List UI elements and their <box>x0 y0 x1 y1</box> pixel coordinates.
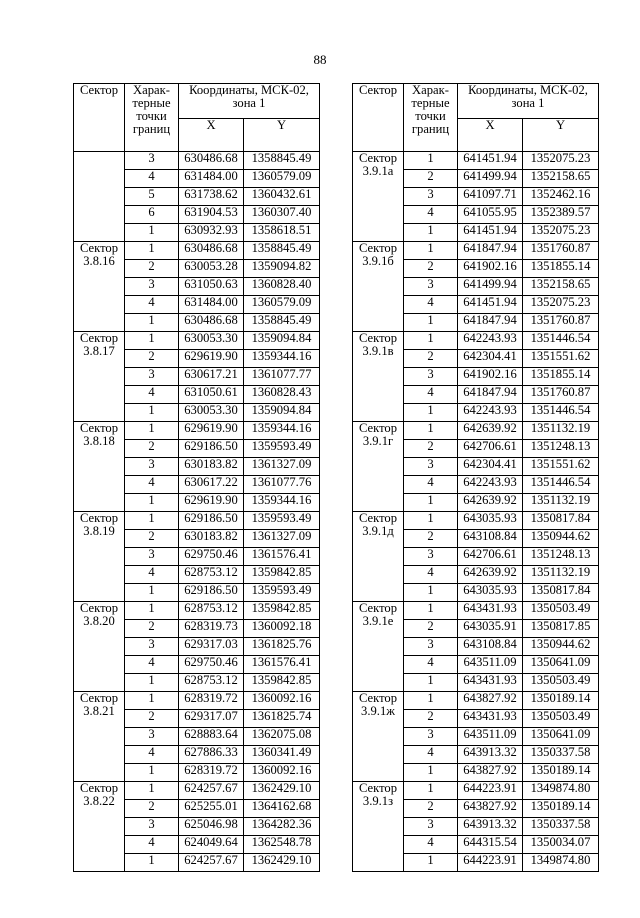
table-row <box>74 602 320 620</box>
y-coordinate-cell: 1351446.54 <box>523 404 599 422</box>
y-coordinate-cell: 1351855.14 <box>523 368 599 386</box>
x-coordinate-cell: 629317.07 <box>179 710 244 728</box>
point-number-cell: 2 <box>125 350 179 368</box>
point-number-cell: 2 <box>125 440 179 458</box>
y-coordinate-cell: 1359842.85 <box>244 674 320 692</box>
point-number-cell: 1 <box>125 494 179 512</box>
point-number-cell: 1 <box>404 854 458 872</box>
x-coordinate-cell: 641451.94 <box>458 152 523 170</box>
point-number-cell: 1 <box>404 674 458 692</box>
table-row <box>74 692 320 710</box>
sector-cell: Сектор 3.9.1е <box>353 602 404 692</box>
y-coordinate-cell: 1359842.85 <box>244 602 320 620</box>
point-number-cell: 4 <box>125 476 179 494</box>
x-coordinate-cell: 642243.93 <box>458 476 523 494</box>
x-coordinate-cell: 630932.93 <box>179 224 244 242</box>
x-coordinate-cell: 642304.41 <box>458 458 523 476</box>
y-coordinate-cell: 1351551.62 <box>523 350 599 368</box>
y-coordinate-cell: 1360092.16 <box>244 764 320 782</box>
y-coordinate-cell: 1350641.09 <box>523 728 599 746</box>
table-body <box>353 152 599 872</box>
y-coordinate-cell: 1351446.54 <box>523 332 599 350</box>
table-row <box>74 512 320 530</box>
point-number-cell: 4 <box>125 746 179 764</box>
x-coordinate-cell: 631904.53 <box>179 206 244 224</box>
y-coordinate-cell: 1361825.74 <box>244 710 320 728</box>
point-number-cell: 1 <box>404 224 458 242</box>
y-coordinate-cell: 1360432.61 <box>244 188 320 206</box>
x-coordinate-cell: 630486.68 <box>179 152 244 170</box>
x-coordinate-cell: 627886.33 <box>179 746 244 764</box>
point-number-cell: 2 <box>404 170 458 188</box>
x-coordinate-cell: 641451.94 <box>458 296 523 314</box>
y-coordinate-cell: 1350944.62 <box>523 530 599 548</box>
table-row <box>353 782 599 800</box>
y-header: Y <box>244 119 320 152</box>
y-coordinate-cell: 1350641.09 <box>523 656 599 674</box>
x-coordinate-cell: 643035.93 <box>458 512 523 530</box>
y-coordinate-cell: 1352075.23 <box>523 296 599 314</box>
point-number-cell: 1 <box>404 404 458 422</box>
y-coordinate-cell: 1350503.49 <box>523 710 599 728</box>
x-coordinate-cell: 624257.67 <box>179 782 244 800</box>
y-coordinate-cell: 1350189.14 <box>523 800 599 818</box>
point-number-cell: 4 <box>125 386 179 404</box>
y-coordinate-cell: 1351446.54 <box>523 476 599 494</box>
x-coordinate-cell: 629619.90 <box>179 494 244 512</box>
y-coordinate-cell: 1351248.13 <box>523 548 599 566</box>
table-body <box>74 152 320 872</box>
y-coordinate-cell: 1350189.14 <box>523 764 599 782</box>
y-coordinate-cell: 1351760.87 <box>523 386 599 404</box>
y-coordinate-cell: 1350817.84 <box>523 512 599 530</box>
point-number-cell: 3 <box>125 278 179 296</box>
table-row <box>353 512 599 530</box>
x-coordinate-cell: 643108.84 <box>458 638 523 656</box>
point-number-cell: 5 <box>125 188 179 206</box>
point-number-cell: 3 <box>404 188 458 206</box>
point-number-cell: 1 <box>125 422 179 440</box>
x-coordinate-cell: 630486.68 <box>179 242 244 260</box>
table-row <box>353 332 599 350</box>
point-number-cell: 1 <box>404 692 458 710</box>
point-number-cell: 2 <box>404 620 458 638</box>
point-number-cell: 3 <box>404 458 458 476</box>
x-coordinate-cell: 641499.94 <box>458 278 523 296</box>
y-coordinate-cell: 1361576.41 <box>244 548 320 566</box>
table-row <box>74 782 320 800</box>
y-coordinate-cell: 1359593.49 <box>244 584 320 602</box>
point-number-cell: 1 <box>404 584 458 602</box>
point-number-cell: 4 <box>404 746 458 764</box>
y-coordinate-cell: 1362075.08 <box>244 728 320 746</box>
point-number-cell: 1 <box>404 332 458 350</box>
y-coordinate-cell: 1351132.19 <box>523 422 599 440</box>
x-coordinate-cell: 643431.93 <box>458 710 523 728</box>
x-coordinate-cell: 643827.92 <box>458 764 523 782</box>
y-coordinate-cell: 1360828.40 <box>244 278 320 296</box>
point-number-cell: 4 <box>404 566 458 584</box>
x-coordinate-cell: 643827.92 <box>458 692 523 710</box>
point-number-cell: 2 <box>404 800 458 818</box>
y-coordinate-cell: 1350034.07 <box>523 836 599 854</box>
y-coordinate-cell: 1360579.09 <box>244 296 320 314</box>
point-number-cell: 2 <box>404 440 458 458</box>
sector-cell: Сектор 3.8.22 <box>74 782 125 872</box>
table-row <box>74 422 320 440</box>
x-coordinate-cell: 641847.94 <box>458 242 523 260</box>
point-number-cell: 4 <box>125 170 179 188</box>
x-coordinate-cell: 628753.12 <box>179 674 244 692</box>
y-coordinate-cell: 1362429.10 <box>244 854 320 872</box>
point-number-cell: 1 <box>404 512 458 530</box>
point-number-cell: 1 <box>404 422 458 440</box>
y-coordinate-cell: 1361327.09 <box>244 458 320 476</box>
x-coordinate-cell: 642243.93 <box>458 332 523 350</box>
coordinates-table-left <box>73 83 320 872</box>
x-coordinate-cell: 643913.32 <box>458 818 523 836</box>
x-coordinate-cell: 628753.12 <box>179 566 244 584</box>
y-coordinate-cell: 1360092.16 <box>244 692 320 710</box>
coordinates-header: Координаты, МСК-02, зона 1 <box>458 84 599 119</box>
x-coordinate-cell: 631050.61 <box>179 386 244 404</box>
y-coordinate-cell: 1359344.16 <box>244 422 320 440</box>
y-coordinate-cell: 1350503.49 <box>523 602 599 620</box>
x-coordinate-cell: 629619.90 <box>179 350 244 368</box>
point-number-cell: 2 <box>125 800 179 818</box>
point-number-cell: 1 <box>125 404 179 422</box>
x-coordinate-cell: 641499.94 <box>458 170 523 188</box>
x-coordinate-cell: 630183.82 <box>179 530 244 548</box>
point-number-cell: 3 <box>125 728 179 746</box>
y-coordinate-cell: 1361077.77 <box>244 368 320 386</box>
char-points-header: Харак-терные точки границ <box>125 84 179 152</box>
y-coordinate-cell: 1350337.58 <box>523 818 599 836</box>
y-coordinate-cell: 1361576.41 <box>244 656 320 674</box>
point-number-cell: 1 <box>404 764 458 782</box>
x-coordinate-cell: 629750.46 <box>179 548 244 566</box>
point-number-cell: 4 <box>404 386 458 404</box>
x-coordinate-cell: 631050.63 <box>179 278 244 296</box>
point-number-cell: 3 <box>404 728 458 746</box>
table-row <box>353 242 599 260</box>
x-coordinate-cell: 630183.82 <box>179 458 244 476</box>
x-coordinate-cell: 643511.09 <box>458 656 523 674</box>
x-coordinate-cell: 643035.91 <box>458 620 523 638</box>
point-number-cell: 3 <box>404 818 458 836</box>
y-coordinate-cell: 1350944.62 <box>523 638 599 656</box>
point-number-cell: 3 <box>125 638 179 656</box>
point-number-cell: 1 <box>125 764 179 782</box>
point-number-cell: 2 <box>404 710 458 728</box>
x-coordinate-cell: 630486.68 <box>179 314 244 332</box>
point-number-cell: 4 <box>125 566 179 584</box>
point-number-cell: 4 <box>125 836 179 854</box>
x-coordinate-cell: 628883.64 <box>179 728 244 746</box>
x-coordinate-cell: 631484.00 <box>179 296 244 314</box>
x-coordinate-cell: 643431.93 <box>458 602 523 620</box>
x-coordinate-cell: 642639.92 <box>458 566 523 584</box>
page-number: 88 <box>313 52 327 67</box>
x-coordinate-cell: 643913.32 <box>458 746 523 764</box>
x-coordinate-cell: 642304.41 <box>458 350 523 368</box>
point-number-cell: 2 <box>125 710 179 728</box>
x-coordinate-cell: 629186.50 <box>179 512 244 530</box>
point-number-cell: 4 <box>125 656 179 674</box>
sector-cell <box>74 152 125 242</box>
x-coordinate-cell: 644223.91 <box>458 782 523 800</box>
point-number-cell: 3 <box>125 152 179 170</box>
y-coordinate-cell: 1351551.62 <box>523 458 599 476</box>
y-coordinate-cell: 1358618.51 <box>244 224 320 242</box>
point-number-cell: 1 <box>125 224 179 242</box>
y-coordinate-cell: 1360307.40 <box>244 206 320 224</box>
sector-cell: Сектор 3.8.16 <box>74 242 125 332</box>
y-coordinate-cell: 1352075.23 <box>523 152 599 170</box>
table-row <box>74 152 320 170</box>
y-coordinate-cell: 1350503.49 <box>523 674 599 692</box>
x-coordinate-cell: 625255.01 <box>179 800 244 818</box>
point-number-cell: 2 <box>404 350 458 368</box>
x-coordinate-cell: 641451.94 <box>458 224 523 242</box>
x-coordinate-cell: 643431.93 <box>458 674 523 692</box>
y-coordinate-cell: 1352462.16 <box>523 188 599 206</box>
table-row <box>353 602 599 620</box>
point-number-cell: 1 <box>125 512 179 530</box>
table-row <box>353 422 599 440</box>
y-coordinate-cell: 1359593.49 <box>244 512 320 530</box>
x-coordinate-cell: 644315.54 <box>458 836 523 854</box>
point-number-cell: 1 <box>125 242 179 260</box>
sector-header: Сектор <box>353 84 404 152</box>
y-coordinate-cell: 1359842.85 <box>244 566 320 584</box>
sector-cell: Сектор 3.8.20 <box>74 602 125 692</box>
x-coordinate-cell: 628319.72 <box>179 764 244 782</box>
point-number-cell: 1 <box>125 782 179 800</box>
point-number-cell: 3 <box>404 548 458 566</box>
x-coordinate-cell: 643511.09 <box>458 728 523 746</box>
y-coordinate-cell: 1359094.84 <box>244 404 320 422</box>
point-number-cell: 2 <box>404 260 458 278</box>
point-number-cell: 1 <box>404 242 458 260</box>
point-number-cell: 1 <box>125 314 179 332</box>
x-coordinate-cell: 629186.50 <box>179 584 244 602</box>
y-coordinate-cell: 1359593.49 <box>244 440 320 458</box>
x-header: X <box>179 119 244 152</box>
x-coordinate-cell: 624257.67 <box>179 854 244 872</box>
x-header: X <box>458 119 523 152</box>
y-coordinate-cell: 1364162.68 <box>244 800 320 818</box>
x-coordinate-cell: 641847.94 <box>458 386 523 404</box>
x-coordinate-cell: 641847.94 <box>458 314 523 332</box>
sector-cell: Сектор 3.9.1г <box>353 422 404 512</box>
y-coordinate-cell: 1358845.49 <box>244 152 320 170</box>
y-coordinate-cell: 1362429.10 <box>244 782 320 800</box>
x-coordinate-cell: 642639.92 <box>458 422 523 440</box>
point-number-cell: 4 <box>404 206 458 224</box>
y-coordinate-cell: 1359344.16 <box>244 494 320 512</box>
sector-header: Сектор <box>74 84 125 152</box>
y-coordinate-cell: 1350189.14 <box>523 692 599 710</box>
y-coordinate-cell: 1352389.57 <box>523 206 599 224</box>
x-coordinate-cell: 624049.64 <box>179 836 244 854</box>
y-coordinate-cell: 1362548.78 <box>244 836 320 854</box>
x-coordinate-cell: 628753.12 <box>179 602 244 620</box>
point-number-cell: 3 <box>125 368 179 386</box>
y-coordinate-cell: 1351760.87 <box>523 314 599 332</box>
y-coordinate-cell: 1360579.09 <box>244 170 320 188</box>
sector-cell: Сектор 3.8.19 <box>74 512 125 602</box>
point-number-cell: 1 <box>125 674 179 692</box>
y-coordinate-cell: 1351132.19 <box>523 566 599 584</box>
point-number-cell: 6 <box>125 206 179 224</box>
point-number-cell: 3 <box>404 638 458 656</box>
y-coordinate-cell: 1358845.49 <box>244 314 320 332</box>
x-coordinate-cell: 641902.16 <box>458 368 523 386</box>
y-coordinate-cell: 1358845.49 <box>244 242 320 260</box>
y-coordinate-cell: 1352075.23 <box>523 224 599 242</box>
y-coordinate-cell: 1350337.58 <box>523 746 599 764</box>
point-number-cell: 1 <box>404 602 458 620</box>
y-coordinate-cell: 1351132.19 <box>523 494 599 512</box>
sector-cell: Сектор 3.9.1б <box>353 242 404 332</box>
point-number-cell: 2 <box>125 260 179 278</box>
x-coordinate-cell: 643108.84 <box>458 530 523 548</box>
table-row <box>74 242 320 260</box>
table-row <box>353 692 599 710</box>
x-coordinate-cell: 629619.90 <box>179 422 244 440</box>
y-coordinate-cell: 1350817.84 <box>523 584 599 602</box>
point-number-cell: 1 <box>404 782 458 800</box>
x-coordinate-cell: 630053.30 <box>179 332 244 350</box>
point-number-cell: 2 <box>125 620 179 638</box>
x-coordinate-cell: 625046.98 <box>179 818 244 836</box>
y-coordinate-cell: 1360092.18 <box>244 620 320 638</box>
point-number-cell: 1 <box>404 314 458 332</box>
y-coordinate-cell: 1364282.36 <box>244 818 320 836</box>
y-coordinate-cell: 1359344.16 <box>244 350 320 368</box>
point-number-cell: 3 <box>125 458 179 476</box>
x-coordinate-cell: 631484.00 <box>179 170 244 188</box>
y-coordinate-cell: 1360828.43 <box>244 386 320 404</box>
y-coordinate-cell: 1352158.65 <box>523 278 599 296</box>
x-coordinate-cell: 642243.93 <box>458 404 523 422</box>
coordinates-table-right <box>352 83 599 872</box>
point-number-cell: 4 <box>404 836 458 854</box>
x-coordinate-cell: 628319.73 <box>179 620 244 638</box>
x-coordinate-cell: 629750.46 <box>179 656 244 674</box>
sector-cell: Сектор 3.9.1д <box>353 512 404 602</box>
point-number-cell: 1 <box>125 854 179 872</box>
x-coordinate-cell: 642639.92 <box>458 494 523 512</box>
point-number-cell: 4 <box>404 656 458 674</box>
x-coordinate-cell: 642706.61 <box>458 548 523 566</box>
y-coordinate-cell: 1349874.80 <box>523 782 599 800</box>
x-coordinate-cell: 630053.28 <box>179 260 244 278</box>
y-coordinate-cell: 1360341.49 <box>244 746 320 764</box>
point-number-cell: 1 <box>404 152 458 170</box>
sector-cell: Сектор 3.9.1а <box>353 152 404 242</box>
x-coordinate-cell: 642706.61 <box>458 440 523 458</box>
sector-cell: Сектор 3.8.17 <box>74 332 125 422</box>
x-coordinate-cell: 644223.91 <box>458 854 523 872</box>
x-coordinate-cell: 629317.03 <box>179 638 244 656</box>
x-coordinate-cell: 630617.22 <box>179 476 244 494</box>
y-coordinate-cell: 1349874.80 <box>523 854 599 872</box>
point-number-cell: 4 <box>404 476 458 494</box>
table-row <box>74 332 320 350</box>
sector-cell: Сектор 3.9.1з <box>353 782 404 872</box>
point-number-cell: 4 <box>125 296 179 314</box>
sector-cell: Сектор 3.9.1ж <box>353 692 404 782</box>
char-points-header: Харак-терные точки границ <box>404 84 458 152</box>
coordinates-header: Координаты, МСК-02, зона 1 <box>179 84 320 119</box>
y-coordinate-cell: 1359094.84 <box>244 332 320 350</box>
x-coordinate-cell: 631738.62 <box>179 188 244 206</box>
y-coordinate-cell: 1361327.09 <box>244 530 320 548</box>
x-coordinate-cell: 630053.30 <box>179 404 244 422</box>
point-number-cell: 1 <box>125 602 179 620</box>
sector-cell: Сектор 3.8.21 <box>74 692 125 782</box>
x-coordinate-cell: 641902.16 <box>458 260 523 278</box>
y-coordinate-cell: 1352158.65 <box>523 170 599 188</box>
x-coordinate-cell: 629186.50 <box>179 440 244 458</box>
x-coordinate-cell: 628319.72 <box>179 692 244 710</box>
point-number-cell: 3 <box>125 548 179 566</box>
y-coordinate-cell: 1359094.82 <box>244 260 320 278</box>
point-number-cell: 1 <box>125 332 179 350</box>
table-row <box>353 152 599 170</box>
sector-cell: Сектор 3.9.1в <box>353 332 404 422</box>
point-number-cell: 3 <box>125 818 179 836</box>
y-coordinate-cell: 1351760.87 <box>523 242 599 260</box>
point-number-cell: 4 <box>404 296 458 314</box>
x-coordinate-cell: 641055.95 <box>458 206 523 224</box>
y-coordinate-cell: 1351248.13 <box>523 440 599 458</box>
point-number-cell: 2 <box>125 530 179 548</box>
point-number-cell: 1 <box>125 584 179 602</box>
point-number-cell: 3 <box>404 278 458 296</box>
y-coordinate-cell: 1361825.76 <box>244 638 320 656</box>
y-coordinate-cell: 1351855.14 <box>523 260 599 278</box>
y-header: Y <box>523 119 599 152</box>
point-number-cell: 3 <box>404 368 458 386</box>
point-number-cell: 1 <box>125 692 179 710</box>
x-coordinate-cell: 643035.93 <box>458 584 523 602</box>
x-coordinate-cell: 641097.71 <box>458 188 523 206</box>
y-coordinate-cell: 1350817.85 <box>523 620 599 638</box>
y-coordinate-cell: 1361077.76 <box>244 476 320 494</box>
point-number-cell: 1 <box>404 494 458 512</box>
sector-cell: Сектор 3.8.18 <box>74 422 125 512</box>
x-coordinate-cell: 630617.21 <box>179 368 244 386</box>
point-number-cell: 2 <box>404 530 458 548</box>
x-coordinate-cell: 643827.92 <box>458 800 523 818</box>
